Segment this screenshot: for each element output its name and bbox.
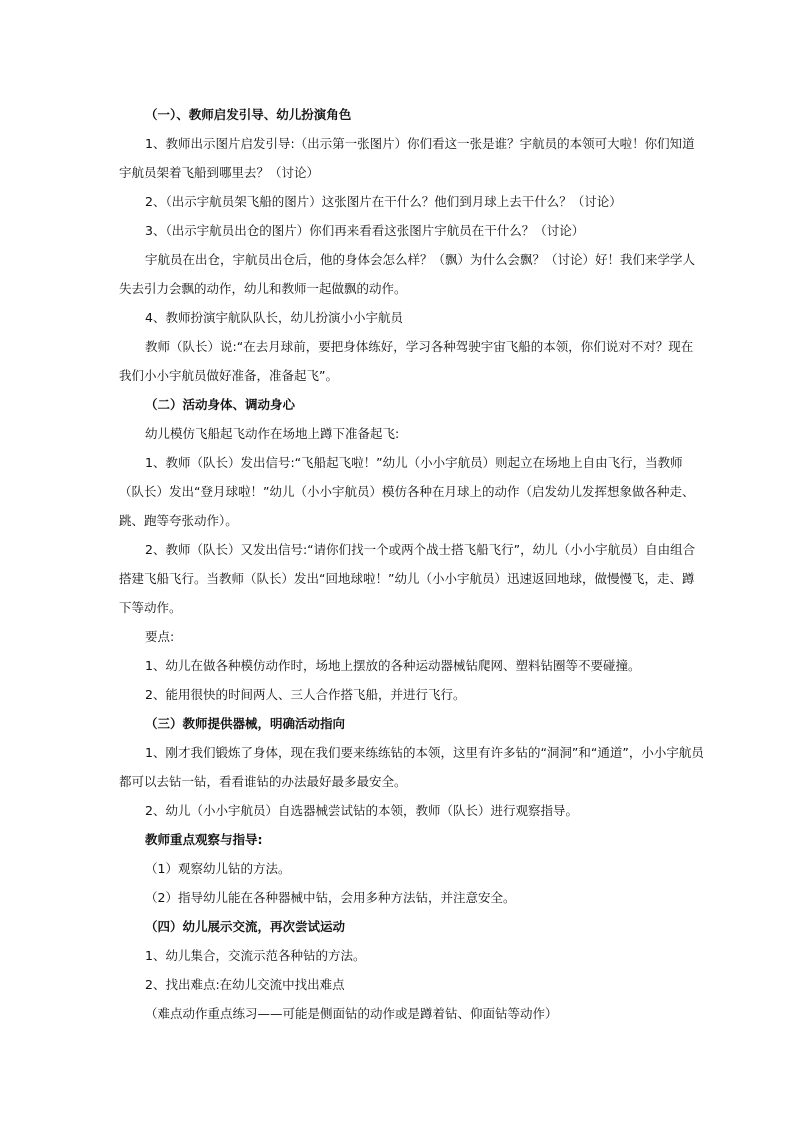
document-body <box>119 100 704 1028</box>
paragraph-line: 我们小小宇航员做好准备，准备起飞”。 <box>119 368 338 383</box>
paragraph-line: （队长）发出“登月球啦！”幼儿（小小宇航员）模仿各种在月球上的动作（启发幼儿发挥想象做各种走、 <box>119 484 695 499</box>
paragraph-line: 宇航员在出仓，宇航员出仓后，他的身体会怎么样？（飘）为什么会飘？（讨论）好！我们来学学人 <box>145 252 696 267</box>
paragraph-line: 搭建飞船飞行。当教师（队长）发出“回地球啦！”幼儿（小小宇航员）迅速返回地球，做慢慢飞，走、蹲 <box>119 571 695 586</box>
section-heading: （二）活动身体、调动身心 <box>145 397 296 412</box>
paragraph-line: （2）指导幼儿能在各种器械中钻，会用多种方法钻，并注意安全。 <box>145 890 516 905</box>
paragraph-line: 1、刚才我们锻炼了身体，现在我们要来练练钻的本领，这里有许多钻的“洞洞”和“通道”，小小宇航员 <box>145 745 704 760</box>
paragraph-line: 幼儿模仿飞船起飞动作在场地上蹲下准备起飞: <box>145 426 400 441</box>
paragraph-line: 2、找出难点:在幼儿交流中找出难点 <box>145 977 345 992</box>
paragraph-line: （1）观察幼儿钻的方法。 <box>145 861 291 876</box>
paragraph-line: 1、幼儿集合，交流示范各种钻的方法。 <box>145 948 366 963</box>
paragraph-line: 4、教师扮演宇航队队长，幼儿扮演小小宇航员 <box>145 310 403 325</box>
paragraph-line: 2、能用很快的时间两人、三人合作搭飞船，并进行飞行。 <box>145 687 466 702</box>
section-heading: （三）教师提供器械，明确活动指向 <box>145 716 346 731</box>
paragraph-line: 都可以去钻一钻，看看谁钻的办法最好最多最安全。 <box>119 774 407 789</box>
paragraph-line: 教师（队长）说:“在去月球前，要把身体练好，学习各种驾驶宇宙飞船的本领，你们说对不对？现在 <box>145 339 694 354</box>
paragraph-line: 宇航员架着飞船到哪里去？（讨论） <box>119 165 320 180</box>
paragraph-line: 下等动作。 <box>119 600 182 615</box>
paragraph-line: 1、教师出示图片启发引导:（出示第一张图片）你们看这一张是谁？宇航员的本领可大啦！你们知道 <box>145 136 695 151</box>
paragraph-line: 3、（出示宇航员出仓的图片）你们再来看看这张图片宇航员在干什么？（讨论） <box>145 223 585 238</box>
paragraph-line: 1、教师（队长）发出信号:“飞船起飞啦！”幼儿（小小宇航员）则起立在场地上自由飞行，当教师 <box>145 455 683 470</box>
paragraph-line: 2、（出示宇航员架飞船的图片）这张图片在干什么？他们到月球上去干什么？（讨论） <box>145 194 622 209</box>
paragraph-line: 跳、跑等夸张动作）。 <box>119 513 238 528</box>
section-heading: 教师重点观察与指导: <box>145 832 263 847</box>
paragraph-line: 失去引力会飘的动作，幼儿和教师一起做飘的动作。 <box>119 281 407 296</box>
paragraph-line: 2、幼儿（小小宇航员）自选器械尝试钻的本领，教师（队长）进行观察指导。 <box>145 803 578 818</box>
paragraph-line: 要点: <box>145 629 175 644</box>
section-heading: （一）、教师启发引导、幼儿扮演角色 <box>145 107 352 122</box>
paragraph-line: （难点动作重点练习——可能是侧面钻的动作或是蹲着钻、仰面钻等动作） <box>145 1006 558 1021</box>
section-heading: （四）幼儿展示交流，再次尝试运动 <box>145 919 346 934</box>
paragraph-line: 2、教师（队长）又发出信号:“请你们找一个或两个战士搭飞船飞行”，幼儿（小小宇航员）自由组合 <box>145 542 696 557</box>
paragraph-line: 1、幼儿在做各种模仿动作时，场地上摆放的各种运动器械钻爬网、塑料钻圈等不要碰撞。 <box>145 658 641 673</box>
